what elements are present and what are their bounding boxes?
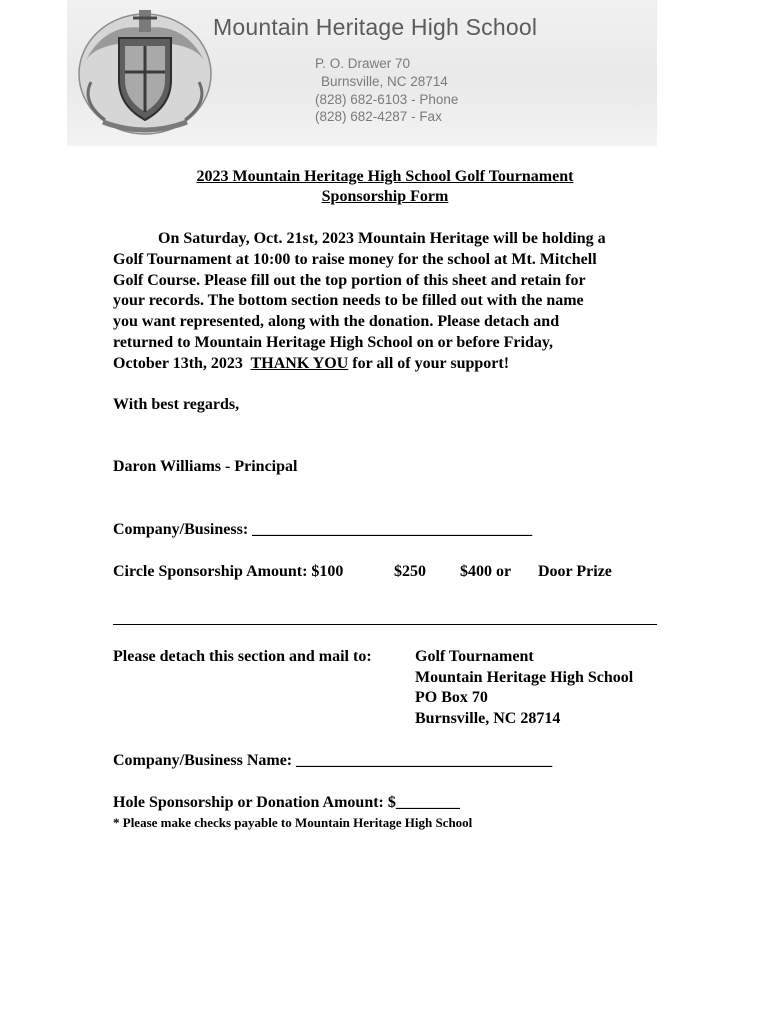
letter-line-last bbox=[113, 354, 673, 375]
address-line-2: Burnsville, NC 28714 bbox=[321, 74, 448, 89]
mail-organization: Mountain Heritage High School bbox=[415, 669, 634, 686]
school-crest-icon bbox=[75, 2, 215, 142]
phone-number: (828) 682-6103 - Phone bbox=[315, 92, 459, 107]
mail-po-box: PO Box 70 bbox=[415, 689, 488, 706]
checks-payable-note: * Please make checks payable to Mountain Heritage High School bbox=[113, 815, 473, 830]
letter-line: On Saturday, Oct. 21st, 2023 Mountain Heritage will be holding a bbox=[158, 230, 606, 247]
fax-number: (828) 682-4287 - Fax bbox=[315, 109, 442, 124]
sponsorship-amount-100[interactable]: Circle Sponsorship Amount: $100 bbox=[113, 563, 344, 580]
sponsorship-amount-400[interactable]: $400 or bbox=[460, 563, 512, 580]
detach-instruction: Please detach this section and mail to: bbox=[113, 648, 372, 665]
letter-line: Golf Course. Please fill out the top portion of this sheet and retain for bbox=[113, 271, 586, 289]
sponsorship-amount-250[interactable]: $250 bbox=[394, 563, 426, 580]
letter-line: returned to Mountain Heritage High School on or before Friday, bbox=[113, 333, 553, 351]
mail-city: Burnsville, NC 28714 bbox=[415, 710, 561, 727]
form-subtitle: Sponsorship Form bbox=[321, 188, 449, 205]
letter-body bbox=[113, 229, 673, 375]
letter-end: for all of your support! bbox=[348, 354, 510, 372]
door-prize-option[interactable]: Door Prize bbox=[538, 563, 612, 580]
letter-line: your records. The bottom section needs to be filled out with the name bbox=[113, 292, 584, 310]
letter-date: October 13th, 2023 bbox=[113, 354, 251, 372]
detach-line bbox=[113, 624, 657, 625]
letter-line: Golf Tournament at 10:00 to raise money for the school at Mt. Mitchell bbox=[113, 250, 597, 268]
company-business-field[interactable]: Company/Business: ___________________________________ bbox=[113, 521, 533, 538]
signature: Daron Williams - Principal bbox=[113, 458, 298, 475]
donation-amount-field[interactable]: Hole Sponsorship or Donation Amount: $________ bbox=[113, 794, 460, 811]
mail-recipient: Golf Tournament bbox=[415, 648, 534, 665]
form-title: 2023 Mountain Heritage High School Golf Tournament bbox=[196, 168, 574, 185]
company-business-name-field[interactable]: Company/Business Name: ________________________________ bbox=[113, 752, 553, 769]
address-line-1: P. O. Drawer 70 bbox=[315, 56, 411, 71]
letterhead bbox=[67, 0, 657, 146]
closing: With best regards, bbox=[113, 396, 240, 413]
thank-you: THANK YOU bbox=[250, 354, 349, 372]
letter-line: you want represented, along with the donation. Please detach and bbox=[113, 313, 560, 331]
school-name: Mountain Heritage High School bbox=[213, 14, 538, 40]
